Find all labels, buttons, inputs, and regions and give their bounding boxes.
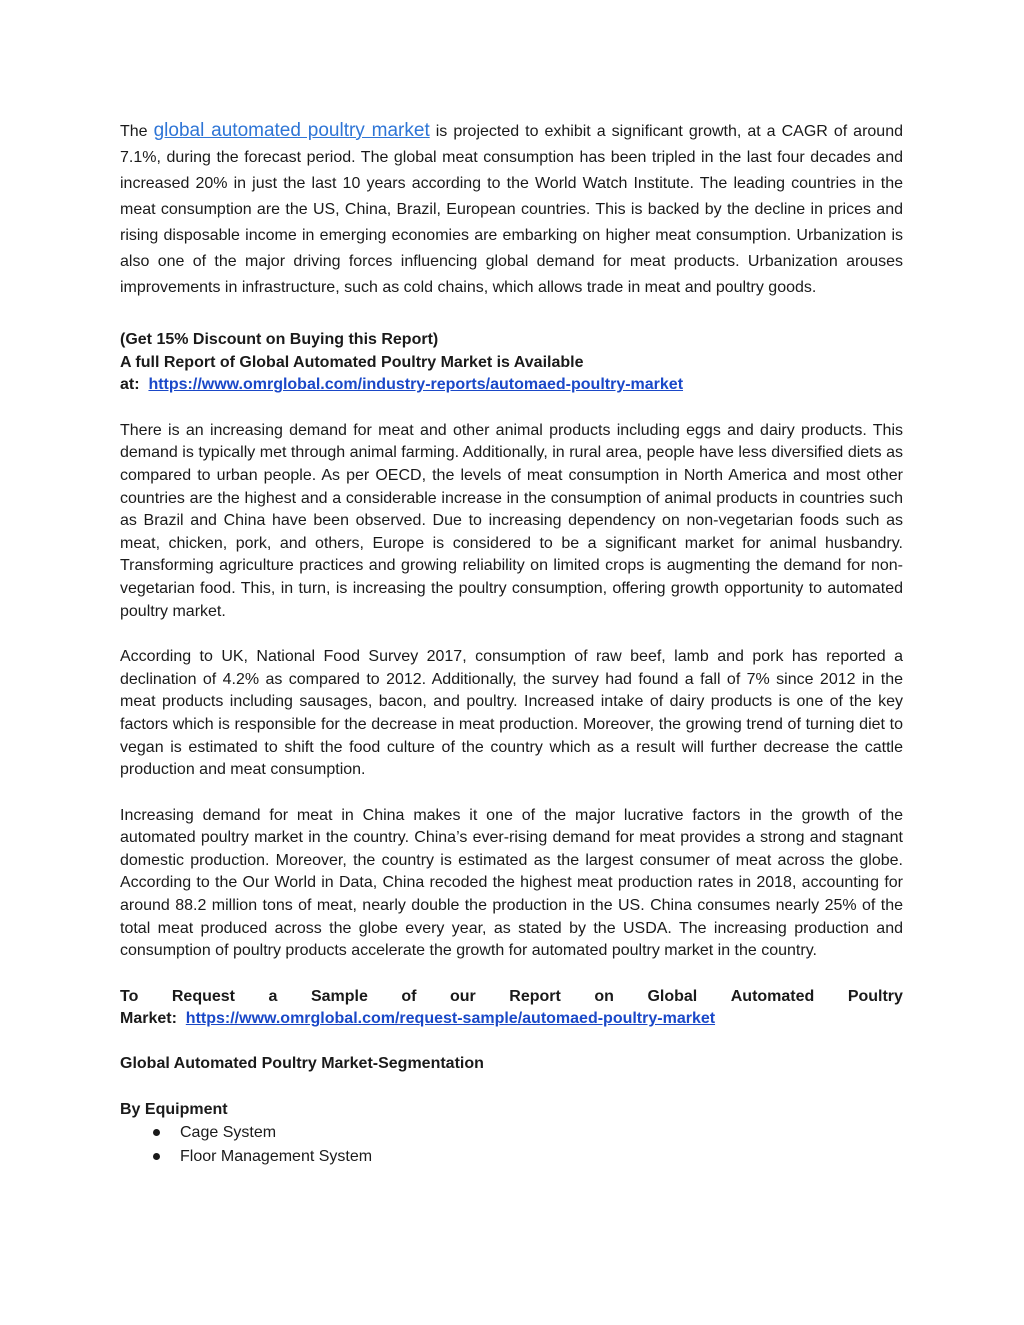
sample-word: Sample [310,987,368,1005]
bullet-icon [153,1153,160,1160]
equipment-floor-management-system: Floor Management System [180,1147,373,1165]
sample-word: Global [647,987,698,1005]
report-cta [120,329,903,397]
request-sample-link[interactable]: https://www.omrglobal.com/request-sample/automaed-poultry-market [185,1010,716,1028]
sample-word: Poultry [847,987,903,1005]
sample-cta [120,986,903,1031]
equipment-list [120,1121,903,1168]
sample-request-line [120,986,903,1009]
intro-paragraph [120,118,903,301]
demand-paragraph: There is an increasing demand for meat and other animal products including eggs and dairy products. This demand is typically met through animal farming. Additionally, in rural area, people have less diversified diets as compared to urban people. As per OECD, the levels of meat consumption in North America and most other countries are the highest and a considerable increase in the consumption of animal products in countries such as Brazil and China have been observed. Due to increasing dependency on non-vegetarian foods such as meat, chicken, pork, and others, Europe is considered to be a significant market for animal husbandry. Transforming agriculture practices and growing reliability on limited crops is augmenting the demand for non-vegetarian food. This, in turn, is increasing the poultry consumption, offering growth opportunity to automated poultry market. [120,421,903,620]
china-paragraph: Increasing demand for meat in China makes it one of the major lucrative factors in the growth of the automated poultry market in the country. China’s ever-rising demand for meat provides a strong and stagnant domestic production. Moreover, the country is estimated as the largest consumer of meat across the globe. According to the Our World in Data, China recoded the highest meat production rates in 2018, accounting for around 88.2 million tons of meat, nearly double the production in the US. China consumes nearly 25% of the total meat produced across the globe every year, as stated by the USDA. The increasing production and consumption of poultry products accelerate the growth for automated poultry market in the country. [120,806,903,960]
sample-word: Request [171,987,235,1005]
list-item [120,1121,903,1145]
by-equipment-heading: By Equipment [120,1100,228,1118]
at-label: at: [120,376,140,394]
sample-link-line [120,1008,903,1031]
report-link-line [120,374,903,397]
sample-word: on [594,987,614,1005]
list-item [120,1145,903,1169]
document-page [120,118,903,1168]
uk-survey-paragraph: According to UK, National Food Survey 2017, consumption of raw beef, lamb and pork has reported a declination of 4.2% as compared to 2012. Additionally, the survey had found a fall of 7% since 2012 in the meat products including sausages, bacon, and poultry. Increased intake of dairy products is one of the key factors which is responsible for the decrease in meat production. Moreover, the growing trend of turning diet to vegan is estimated to shift the food culture of the country which as a result will further decrease the cattle production and meat consumption. [120,648,903,779]
sample-word: Automated [730,987,815,1005]
full-report-note: A full Report of Global Automated Poultry Market is Available [120,353,584,371]
intro-lead-text: The [120,123,154,140]
sample-word: our [450,987,476,1005]
intro-body-text: is projected to exhibit a significant growth, at a CAGR of around 7.1%, during the forecast period. The global meat consumption has been tripled in the last four decades and increased 20% in just the last 10 years according to the World Watch Institute. The leading countries in the meat consumption are the US, China, Brazil, European countries. This is backed by the decline in prices and rising disposable income in emerging economies are embarking on higher meat consumption. Urbanization is also one of the major driving forces influencing global demand for meat products. Urbanization arouses improvements in infrastructure, such as cold chains, which allows trade in meat and poultry goods. [120,123,904,296]
segmentation-title: Global Automated Poultry Market-Segmentation [120,1055,484,1073]
discount-note: (Get 15% Discount on Buying this Report) [120,331,439,348]
market-label: Market: [120,1010,177,1028]
sample-word: of [401,987,417,1005]
industry-report-link[interactable]: https://www.omrglobal.com/industry-reports/automaed-poultry-market [148,376,684,394]
bullet-icon [153,1129,160,1136]
sample-word: a [268,987,278,1005]
global-automated-poultry-market-link[interactable]: global automated poultry market [153,120,430,141]
sample-word: Report [509,987,561,1005]
equipment-cage-system: Cage System [180,1124,277,1142]
sample-word: To [120,987,139,1005]
